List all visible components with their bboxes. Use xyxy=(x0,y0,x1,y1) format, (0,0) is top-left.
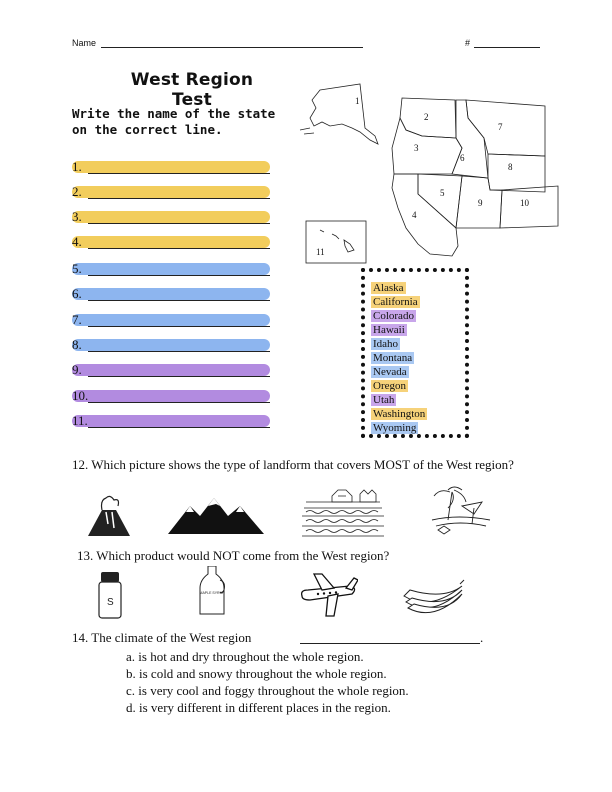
word-bank-item: Colorado xyxy=(373,310,414,322)
alaska-shape xyxy=(310,84,378,144)
map-label-11: 11 xyxy=(316,247,325,257)
map-label-10: 10 xyxy=(520,198,529,208)
answer-line[interactable]: 5. xyxy=(72,262,270,277)
map-label-7: 7 xyxy=(498,122,503,132)
map-label-4: 4 xyxy=(412,210,417,220)
nevada-shape xyxy=(418,174,462,228)
map-label-5: 5 xyxy=(440,188,445,198)
answer-line[interactable]: 2. xyxy=(72,185,270,200)
question-14-period: . xyxy=(480,630,484,645)
idaho-shape xyxy=(452,100,488,178)
word-bank-item: Montana xyxy=(373,352,413,364)
choice-b[interactable]: b. is cold and snowy throughout the whole region. xyxy=(126,666,387,681)
question-13: 13. Which product would NOT come from the West region? xyxy=(77,548,390,563)
word-bank-item: Idaho xyxy=(373,338,399,350)
name-label: Name xyxy=(72,38,97,48)
word-bank-item: Oregon xyxy=(373,380,406,392)
question-14-blank[interactable] xyxy=(300,643,480,644)
west-region-map xyxy=(290,78,570,270)
question-12: 12. Which picture shows the type of landform that covers MOST of the West region? xyxy=(72,457,514,472)
instructions: Write the name of the state on the correct line. xyxy=(72,106,276,137)
word-bank-item: Washington xyxy=(373,408,426,420)
answer-line[interactable]: 7. xyxy=(72,313,270,328)
answer-line[interactable]: 10. xyxy=(72,389,270,404)
map-label-6: 6 xyxy=(460,153,465,163)
syrup-label: MAPLE SYRUP xyxy=(199,591,225,595)
volcano-icon[interactable] xyxy=(86,494,132,538)
word-bank-item: California xyxy=(373,296,418,308)
answer-line[interactable]: 6. xyxy=(72,287,270,302)
map-label-2: 2 xyxy=(424,112,429,122)
answer-line[interactable]: 11. xyxy=(72,414,270,429)
hawaii-inset xyxy=(306,221,366,263)
question-14: 14. The climate of the West region xyxy=(72,630,252,645)
answer-line[interactable]: 4. xyxy=(72,235,270,250)
answer-line[interactable]: 3. xyxy=(72,210,270,225)
mountains-icon[interactable] xyxy=(168,492,264,536)
word-bank-item: Alaska xyxy=(373,282,404,294)
map-label-1: 1 xyxy=(355,96,360,106)
choice-c[interactable]: c. is very cool and foggy throughout the whole region. xyxy=(126,683,409,698)
word-bank-item: Utah xyxy=(373,394,395,406)
airplane-icon[interactable] xyxy=(296,572,358,618)
oregon-shape xyxy=(392,118,462,174)
bananas-icon[interactable] xyxy=(400,578,466,616)
answer-line[interactable]: 8. xyxy=(72,338,270,353)
word-bank-item: Hawaii xyxy=(373,324,405,336)
word-bank-item: Wyoming xyxy=(373,422,417,434)
choice-d[interactable]: d. is very different in different places in the region. xyxy=(126,700,391,715)
name-field[interactable] xyxy=(101,47,363,48)
montana-shape xyxy=(466,100,545,156)
page-title: West Region Test xyxy=(130,70,254,110)
colorado-shape xyxy=(500,186,558,228)
map-label-3: 3 xyxy=(414,143,419,153)
number-field[interactable] xyxy=(474,47,540,48)
word-bank xyxy=(361,268,469,438)
answer-line[interactable]: 9. xyxy=(72,363,270,378)
map-label-9: 9 xyxy=(478,198,483,208)
california-shape xyxy=(392,174,458,256)
beach-palm-icon[interactable] xyxy=(428,480,494,540)
number-label: # xyxy=(465,38,471,48)
word-bank-item: Nevada xyxy=(373,366,407,378)
wyoming-shape xyxy=(488,154,545,192)
map-label-8: 8 xyxy=(508,162,513,172)
farmland-icon[interactable] xyxy=(302,486,384,538)
salt-shaker-icon[interactable] xyxy=(96,572,124,620)
answer-line[interactable]: 1. xyxy=(72,160,270,175)
maple-syrup-icon[interactable] xyxy=(198,566,226,616)
svg-text:S: S xyxy=(107,597,114,608)
choice-a[interactable]: a. is hot and dry throughout the whole region. xyxy=(126,649,364,664)
